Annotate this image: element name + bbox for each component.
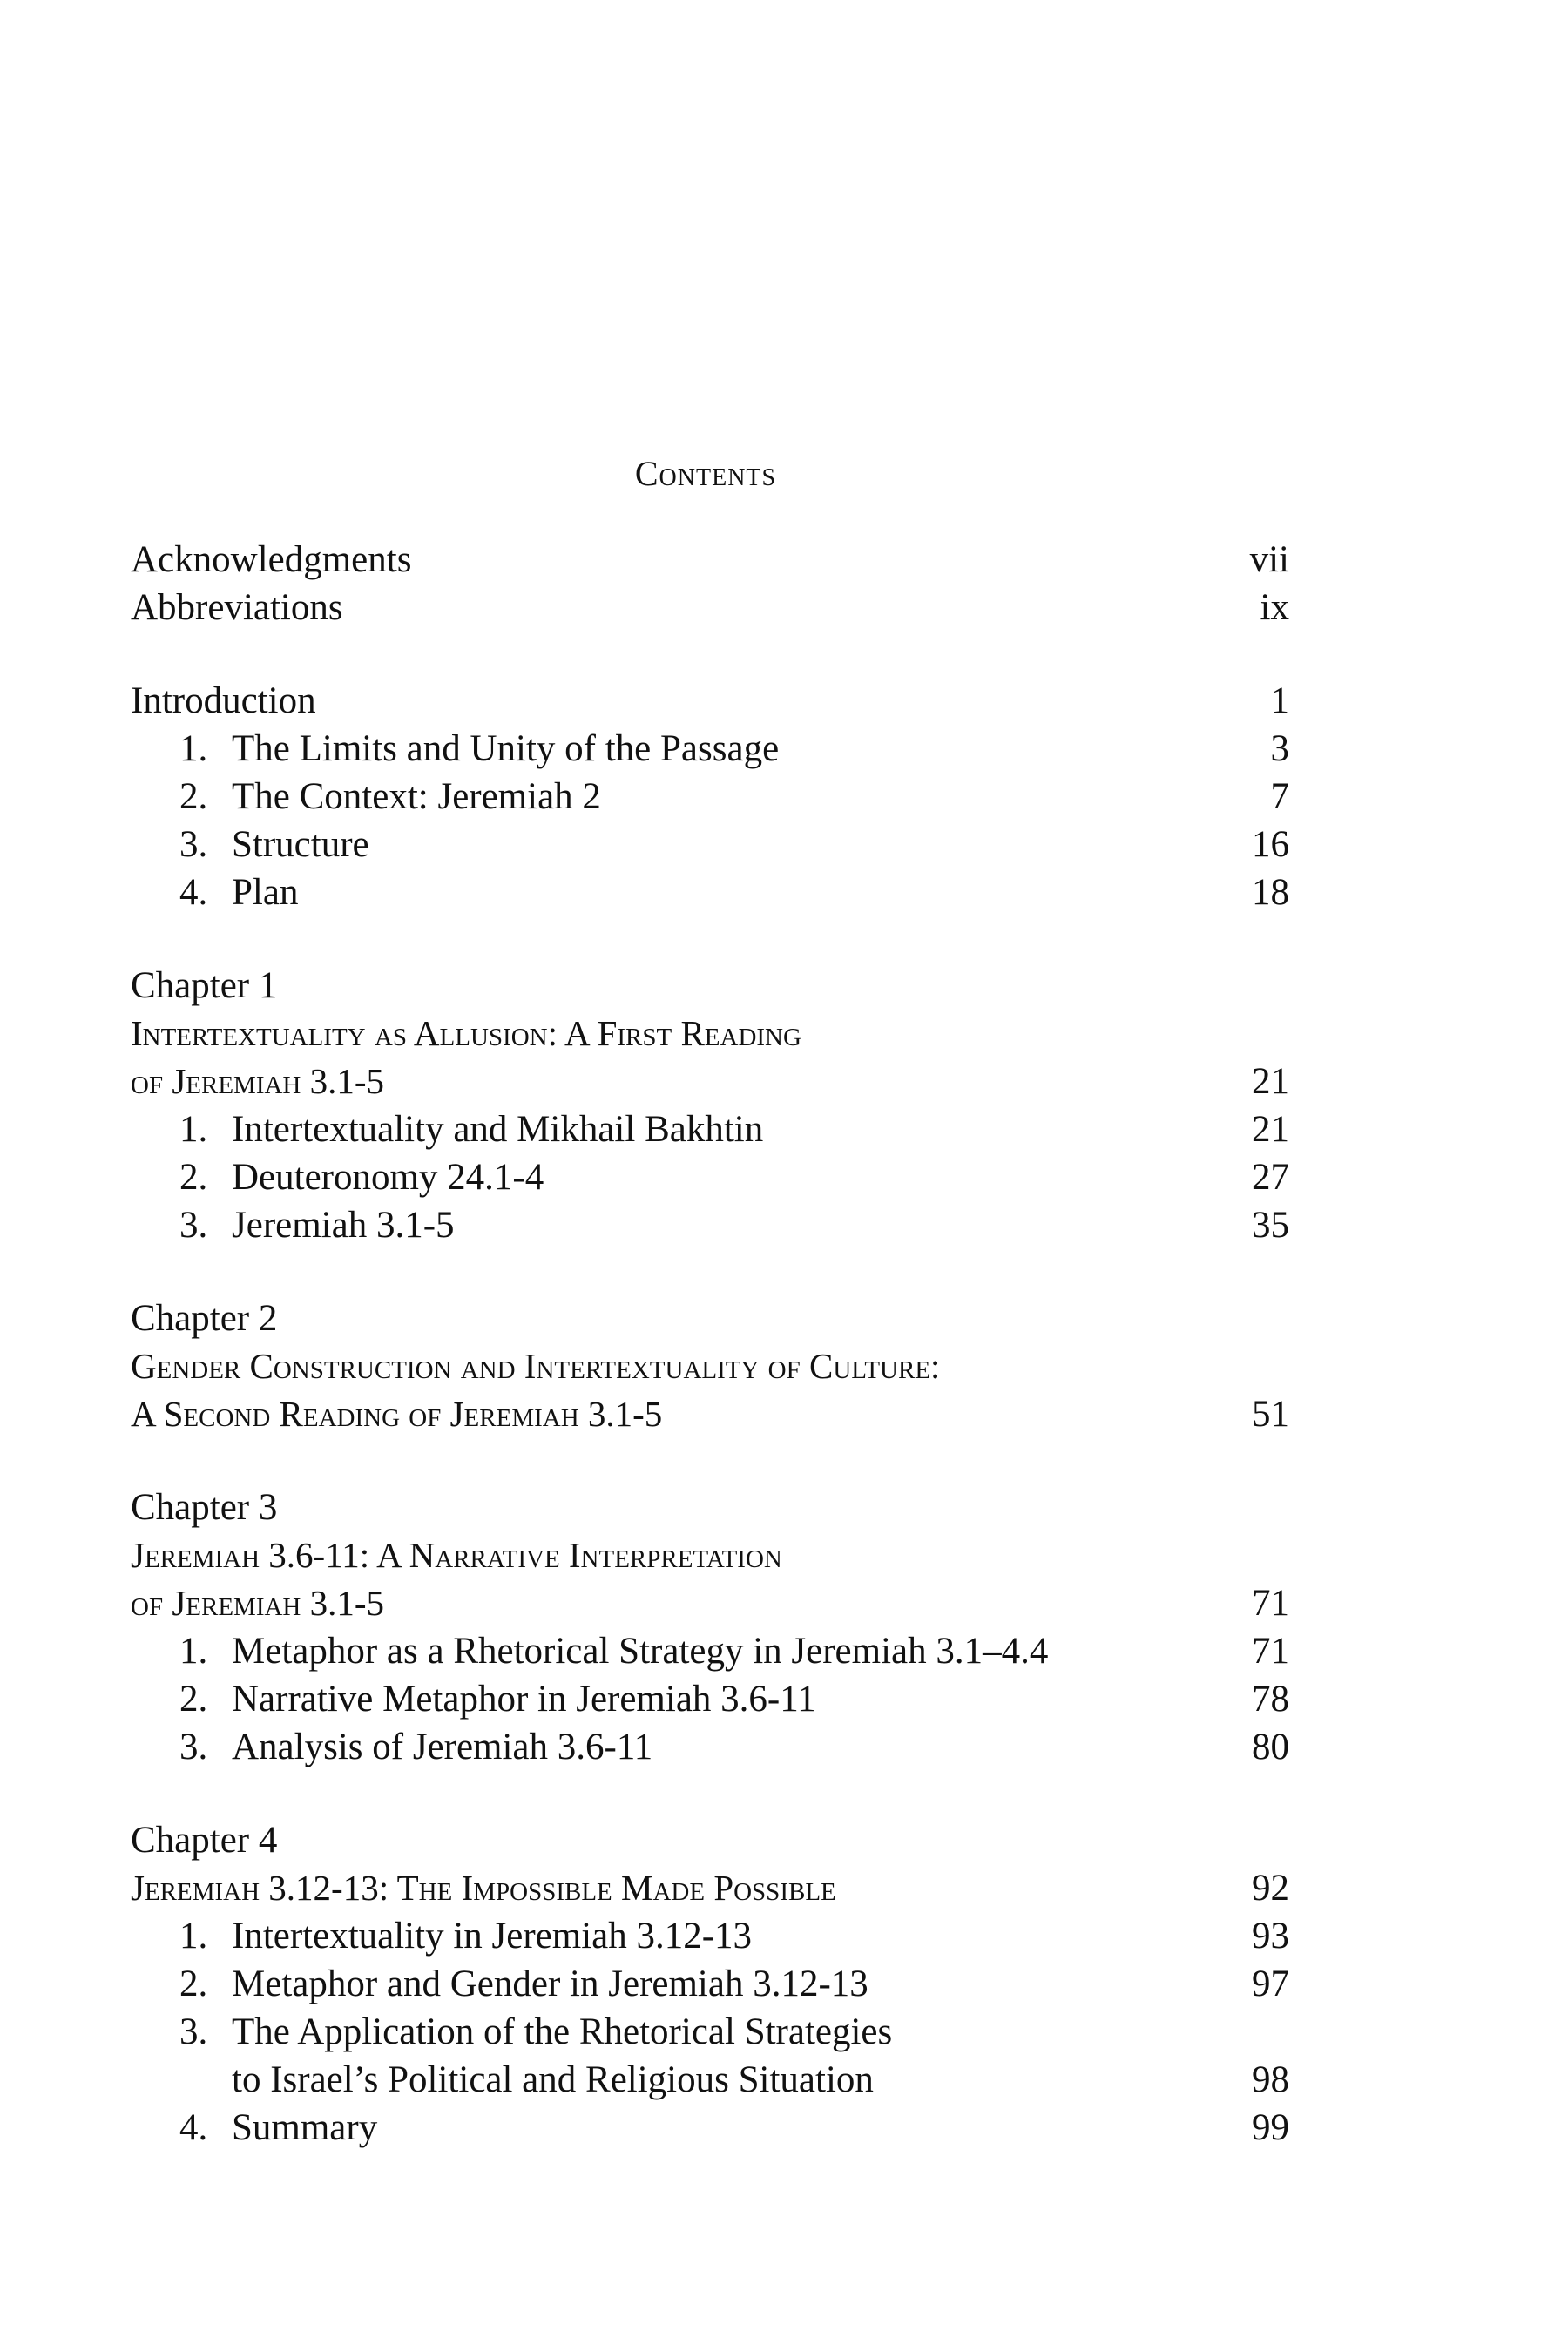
section-number: 4. (179, 872, 208, 913)
chapter-label (131, 962, 1289, 1010)
chapter-title: of Jeremiah 3.1-5 (131, 1583, 385, 1623)
chapter-label-text: Chapter 1 (131, 965, 278, 1006)
toc-section[interactable] (131, 2104, 1289, 2152)
chapter-title-line[interactable] (131, 1342, 1289, 1390)
entry-page: 51 (1252, 1394, 1289, 1435)
entry-title: Abbreviations (131, 587, 343, 628)
entry-page: 21 (1252, 1109, 1289, 1150)
chapter-label-text: Chapter 3 (131, 1487, 278, 1528)
section-number: 3. (179, 824, 208, 865)
toc-section[interactable] (131, 725, 1289, 773)
entry-page: 21 (1252, 1061, 1289, 1102)
toc-section[interactable] (131, 1201, 1289, 1249)
section-title: Jeremiah 3.1-5 (232, 1205, 455, 1246)
chapter-title: of Jeremiah 3.1-5 (131, 1061, 385, 1101)
section-title: Plan (232, 872, 299, 913)
chapter-label (131, 1294, 1289, 1342)
chapter-label (131, 1484, 1289, 1531)
section-number: 1. (179, 728, 208, 769)
toc-section[interactable] (131, 1912, 1289, 1960)
entry-page: 7 (1270, 776, 1289, 817)
toc-section[interactable] (131, 1627, 1289, 1675)
entry-page: 27 (1252, 1157, 1289, 1198)
chapter-title-line[interactable] (131, 1864, 1289, 1912)
entry-page: 78 (1252, 1679, 1289, 1720)
section-title: Summary (232, 2107, 378, 2148)
entry-page: 71 (1252, 1631, 1289, 1672)
section-title: Metaphor as a Rhetorical Strategy in Jeremiah 3.1–4.4 (232, 1631, 1049, 1672)
toc-entry-acknowledgments[interactable] (131, 536, 1289, 584)
toc-section[interactable] (131, 1723, 1289, 1771)
section-number: 2. (179, 1963, 208, 2004)
toc-entry-abbreviations[interactable] (131, 584, 1289, 632)
entry-page: 92 (1252, 1868, 1289, 1909)
chapter-title-line[interactable] (131, 1058, 1289, 1105)
chapter-title: A Second Reading of Jeremiah 3.1-5 (131, 1394, 663, 1434)
chapter-title-line[interactable] (131, 1579, 1289, 1627)
section-title-continuation: to Israel’s Political and Religious Situation (232, 2059, 874, 2100)
entry-page: 99 (1252, 2107, 1289, 2148)
chapter-title-line[interactable] (131, 1531, 1289, 1579)
section-title: Analysis of Jeremiah 3.6-11 (232, 1727, 653, 1767)
section-title: The Limits and Unity of the Passage (232, 728, 780, 769)
entry-title: Acknowledgments (131, 539, 412, 580)
section-title: Narrative Metaphor in Jeremiah 3.6-11 (232, 1679, 816, 1720)
section-number: 3. (179, 1205, 208, 1246)
entry-page: 3 (1270, 728, 1289, 769)
section-number: 3. (179, 1727, 208, 1767)
chapter-label (131, 1816, 1289, 1864)
toc-entry-introduction[interactable] (131, 677, 1289, 725)
section-number: 1. (179, 1109, 208, 1150)
page-title: Contents (634, 454, 777, 493)
entry-page: 98 (1252, 2059, 1289, 2100)
toc-section[interactable] (131, 2008, 1289, 2056)
entry-page: 1 (1270, 680, 1289, 721)
section-number: 2. (179, 1157, 208, 1198)
section-number: 1. (179, 1916, 208, 1957)
entry-page: ix (1260, 587, 1289, 628)
toc-section[interactable] (131, 868, 1289, 916)
entry-page: 80 (1252, 1727, 1289, 1767)
section-title: Structure (232, 824, 369, 865)
section-title: Metaphor and Gender in Jeremiah 3.12-13 (232, 1963, 868, 2004)
section-title: Intertextuality and Mikhail Bakhtin (232, 1109, 764, 1150)
entry-page: 93 (1252, 1916, 1289, 1957)
entry-page: 18 (1252, 872, 1289, 913)
entry-title: Introduction (131, 680, 316, 721)
entry-page: 16 (1252, 824, 1289, 865)
chapter-title: Jeremiah 3.6-11: A Narrative Interpretation (131, 1535, 782, 1575)
entry-page: 97 (1252, 1963, 1289, 2004)
entry-page: 71 (1252, 1583, 1289, 1624)
toc-section[interactable] (131, 773, 1289, 821)
chapter-title-line[interactable] (131, 1010, 1289, 1058)
toc-section-continuation[interactable] (131, 2056, 1289, 2104)
chapter-label-text: Chapter 4 (131, 1820, 278, 1861)
toc-section[interactable] (131, 1960, 1289, 2008)
section-number: 2. (179, 776, 208, 817)
table-of-contents (131, 536, 1289, 2152)
chapter-title: Intertextuality as Allusion: A First Reading (131, 1013, 801, 1053)
chapter-label-text: Chapter 2 (131, 1298, 278, 1339)
chapter-title: Gender Construction and Intertextuality of Culture: (131, 1346, 941, 1386)
section-title: Deuteronomy 24.1-4 (232, 1157, 544, 1198)
chapter-title: Jeremiah 3.12-13: The Impossible Made Possible (131, 1868, 836, 1908)
section-number: 3. (179, 2011, 208, 2052)
section-number: 2. (179, 1679, 208, 1720)
toc-section[interactable] (131, 821, 1289, 868)
section-number: 1. (179, 1631, 208, 1672)
toc-section[interactable] (131, 1105, 1289, 1153)
section-title: The Application of the Rhetorical Strategies (232, 2011, 893, 2052)
toc-section[interactable] (131, 1153, 1289, 1201)
toc-section[interactable] (131, 1675, 1289, 1723)
entry-page: 35 (1252, 1205, 1289, 1246)
chapter-title-line[interactable] (131, 1390, 1289, 1438)
section-title: Intertextuality in Jeremiah 3.12-13 (232, 1916, 753, 1957)
entry-page: vii (1249, 539, 1289, 580)
section-title: The Context: Jeremiah 2 (232, 776, 601, 817)
section-number: 4. (179, 2107, 208, 2148)
